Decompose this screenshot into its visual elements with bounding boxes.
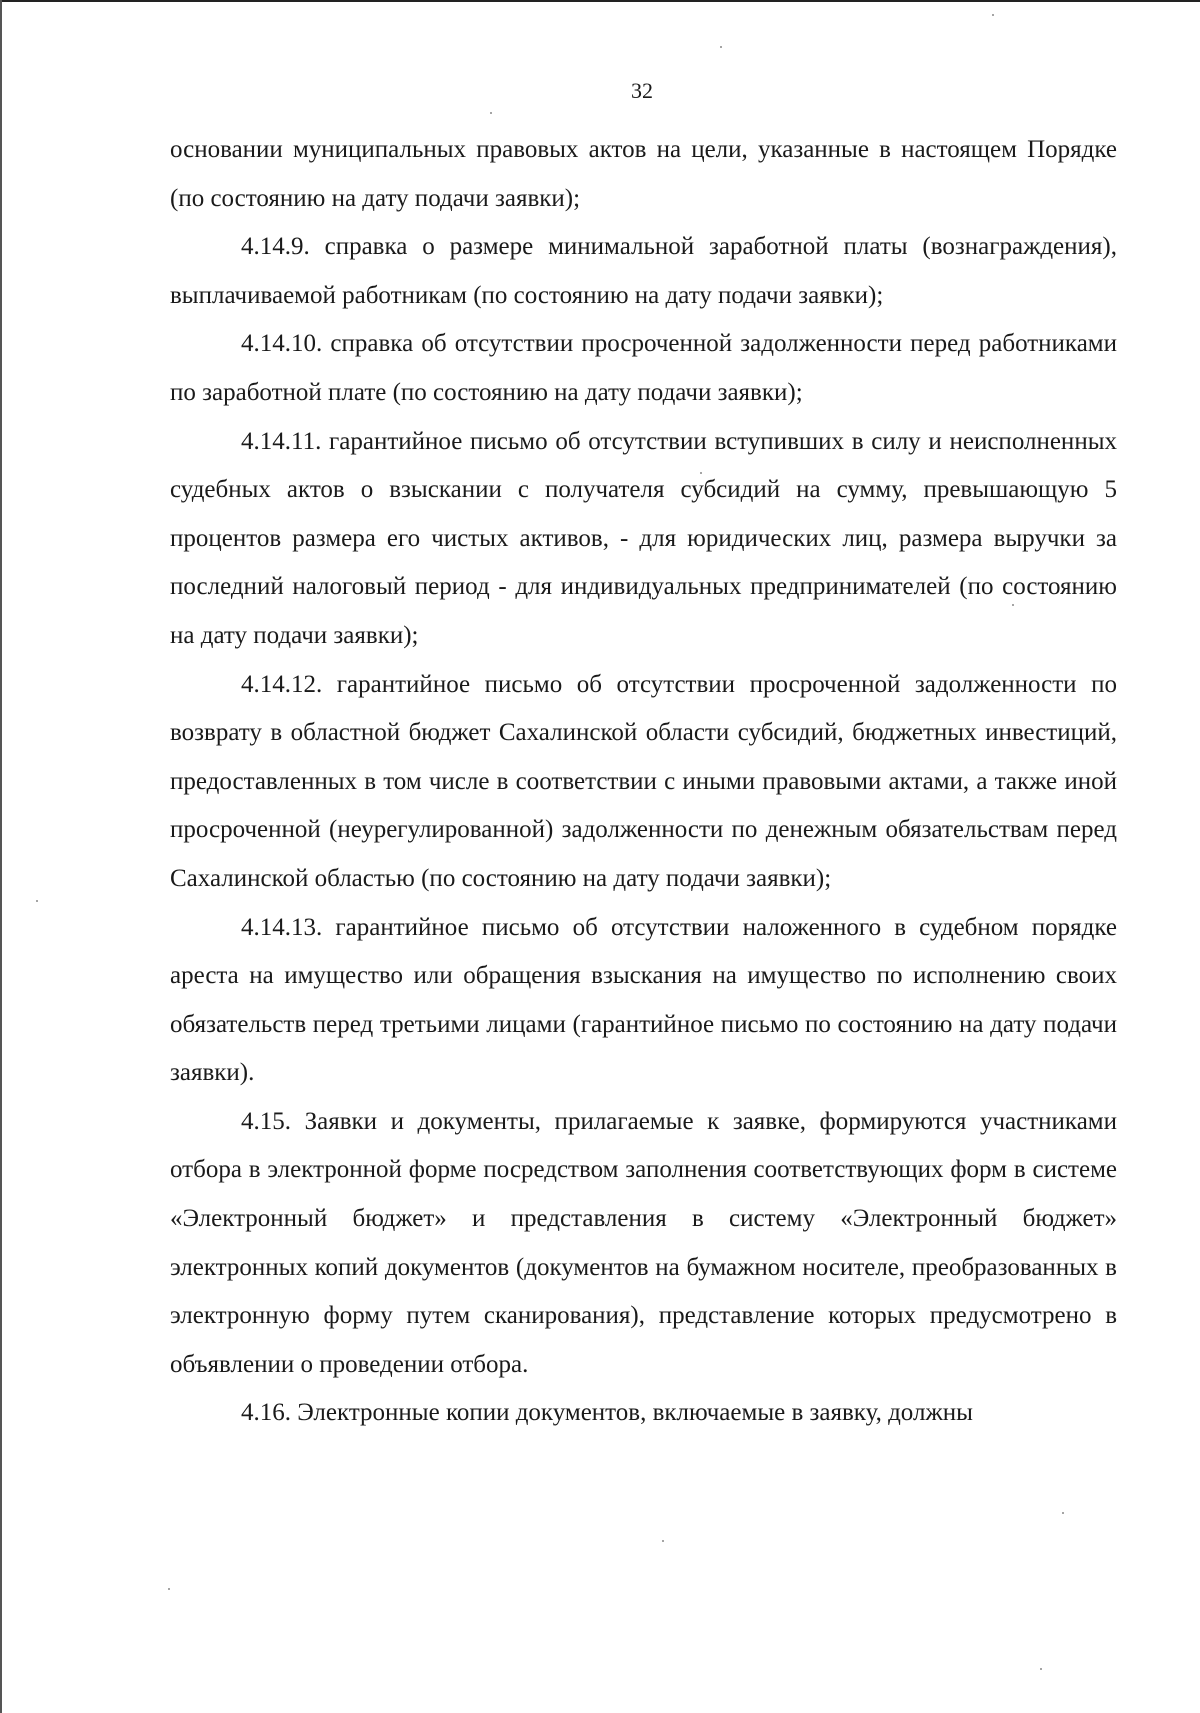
paragraph-continuation: основании муниципальных правовых актов на цели, указанные в настоящем Порядке (по состоянию на дату подачи заявки);: [170, 136, 1117, 212]
paragraph-4-14-11: 4.14.11. гарантийное письмо об отсутствии вступивших в силу и неисполненных судебных актов о взыскании с получателя субсидий на сумму, превышающую 5 процентов размера его чистых активов, - для юридических лиц, размера выручки за последний налоговый период - для индивидуальных предпринимателей (по состоянию на дату подачи заявки);: [170, 427, 1117, 649]
scan-speck: [1012, 604, 1014, 606]
scan-left-edge: [0, 0, 2, 1713]
paragraph-4-14-13: 4.14.13. гарантийное письмо об отсутствии наложенного в судебном порядке ареста на имущество или обращения взыскания на имущество по исполнению своих обязательств перед третьими лицами (гарантийное письмо по состоянию на дату подачи заявки).: [170, 913, 1117, 1087]
paragraph-4-14-9: 4.14.9. справка о размере минимальной заработной платы (вознаграждения), выплачиваемой работникам (по состоянию на дату подачи заявки);: [170, 233, 1117, 309]
scan-speck: [720, 46, 722, 48]
scan-speck: [992, 14, 994, 16]
paragraph-4-14-12: 4.14.12. гарантийное письмо об отсутствии просроченной задолженности по возврату в областной бюджет Сахалинской области субсидий, бюджетных инвестиций, предоставленных в том числе в соответствии с иными правовыми актами, а также иной просроченной (неурегулированной) задолженности по денежным обязательствам перед Сахалинской областью (по состоянию на дату подачи заявки);: [170, 670, 1117, 892]
scan-speck: [490, 112, 492, 114]
scan-speck: [662, 1540, 664, 1542]
scan-top-edge: [0, 0, 1200, 2]
page-number: 32: [631, 78, 653, 103]
paragraph-4-15: 4.15. Заявки и документы, прилагаемые к заявке, формируются участниками отбора в электронной форме посредством заполнения соответствующих форм в системе «Электронный бюджет» и представления в систему «Электронный бюджет» электронных копий документов (документов на бумажном носителе, преобразованных в электронную форму путем сканирования), представление которых предусмотрено в объявлении о проведении отбора.: [170, 1107, 1117, 1378]
scan-speck: [1040, 1668, 1042, 1670]
scan-speck: [36, 900, 38, 902]
scan-speck: [168, 1588, 170, 1590]
scan-speck: [700, 472, 702, 474]
paragraph-4-14-10: 4.14.10. справка об отсутствии просроченной задолженности перед работниками по заработной плате (по состоянию на дату подачи заявки);: [170, 330, 1117, 406]
scan-speck: [1062, 1512, 1064, 1514]
document-body: [170, 126, 1117, 1438]
paragraph-4-16: 4.16. Электронные копии документов, включаемые в заявку, должны: [241, 1399, 973, 1427]
